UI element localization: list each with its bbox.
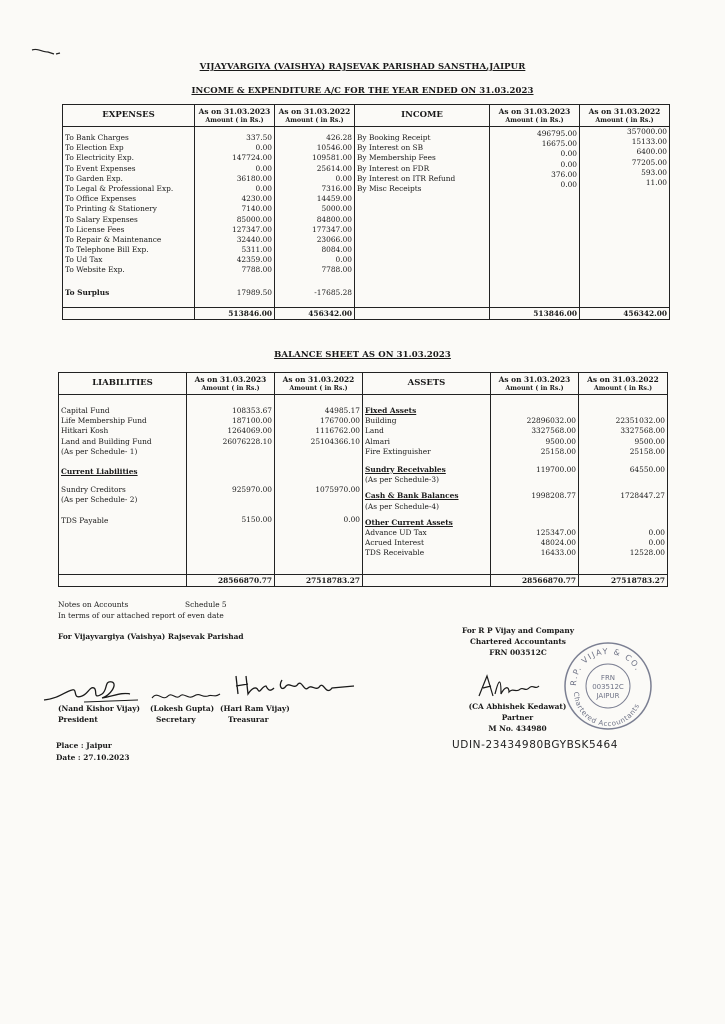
list-item: To Electricity Exp. — [65, 153, 134, 163]
list-item: To Event Expenses — [65, 163, 136, 173]
list-item: By Membership Fees — [357, 153, 436, 163]
asset-2022-values: 22351032.00 3327568.00 9500.00 25158.00 64550.00 1728447.27 0.00 0.00 12528.00 — [579, 395, 668, 575]
list-item: To Garden Exp. — [65, 173, 123, 183]
list-item: By Interest on SB — [357, 143, 424, 153]
surplus-label: To Surplus — [65, 287, 110, 297]
parishad-sign-heading: For Vijayvargiya (Vaishya) Rajsevak Parishad — [58, 632, 244, 641]
liability-labels: Capital Fund Life Membership Fund Hitkari Kosh Land and Building Fund (As per Schedule- 1) Current Liabilities Sundry Creditors (As per Schedule- 2) TDS Payable — [59, 395, 187, 575]
stamp-outer-text: R.P. VIJAY & CO. — [568, 646, 643, 687]
list-item: By Misc Receipts — [357, 183, 422, 193]
asset-total-2023: 28566870.77 — [491, 574, 579, 586]
stamp-frn-number: 003512C — [592, 683, 624, 691]
liability-2023-values: 108353.67 187100.00 1264069.00 26076228.10 925970.00 5150.00 — [187, 395, 275, 575]
treasurer-signature — [232, 672, 362, 702]
list-item: To Salary Expenses — [65, 214, 138, 224]
partner-role: Partner — [501, 713, 534, 722]
cash-bank-heading: Cash & Bank Balances — [365, 491, 459, 501]
income-2023-values: 496795.00 16675.00 0.00 0.00 376.00 0.00 — [490, 127, 580, 308]
assets-header: ASSETS — [363, 373, 491, 395]
assets-2023-header: As on 31.03.2023 Amount ( in Rs.) — [491, 373, 579, 395]
balance-sheet-table — [58, 372, 668, 587]
stamp-bottom-text: Chartered Accountants — [571, 691, 642, 729]
secretary-name: (Lokesh Gupta) — [150, 704, 215, 713]
partner-name: (CA Abhishek Kedawat) — [468, 702, 567, 711]
expenses-2022-header: As on 31.03.2022 Amount ( in Rs.) — [275, 105, 355, 127]
expense-2022-values: 426.28 10546.00 109581.00 25614.00 0.00 7316.00 14459.00 5000.00 84800.00 177347.00 23066.00 8084.00 0.00 7788.00 -17685.28 — [275, 127, 355, 308]
list-item: To Website Exp. — [65, 265, 125, 275]
place-label: Place : Jaipur — [56, 741, 112, 750]
other-current-assets-heading: Other Current Assets — [365, 517, 453, 527]
asset-2023-values: 22896032.00 3327568.00 9500.00 25158.00 119700.00 1998208.77 125347.00 48024.00 16433.00 — [491, 395, 579, 575]
sundry-receivables-heading: Sundry Receivables — [365, 464, 446, 474]
list-item: To Legal & Professional Exp. — [65, 183, 174, 193]
expense-total-2022: 456342.00 — [275, 307, 355, 319]
liabilities-2023-header: As on 31.03.2023 Amount ( in Rs.) — [187, 373, 275, 395]
income-2023-header: As on 31.03.2023 Amount ( in Rs.) — [490, 105, 580, 127]
partner-signature — [475, 672, 545, 702]
income-2022-values: 357000.00 15133.00 6400.00 77205.00 593.00 11.00 — [580, 127, 670, 308]
organization-title: VIJAYVARGIYA (VAISHYA) RAJSEVAK PARISHAD SANSTHA,JAIPUR — [199, 62, 526, 72]
surplus-2022: -17685.28 — [314, 287, 352, 297]
expense-2023-values: 337.50 0.00 147724.00 0.00 36180.00 0.00 4230.00 7140.00 85000.00 127347.00 32440.00 5311.00 42359.00 7788.00 17989.50 — [195, 127, 275, 308]
president-signature — [42, 672, 142, 708]
income-labels — [355, 127, 490, 308]
list-item: To License Fees — [65, 224, 125, 234]
list-item: By Interest on ITR Refund — [357, 173, 456, 183]
list-item: To Telephone Bill Exp. — [65, 245, 149, 255]
income-2022-header: As on 31.03.2022 Amount ( in Rs.) — [580, 105, 670, 127]
schedule-ref: Schedule 5 — [185, 600, 227, 609]
liabilities-2022-header: As on 31.03.2022 Amount ( in Rs.) — [275, 373, 363, 395]
liability-2022-values: 44985.17 176700.00 1116762.00 25104366.10 1075970.00 0.00 — [275, 395, 363, 575]
fixed-assets-heading: Fixed Assets — [365, 406, 417, 415]
terms-text: In terms of our attached report of even date — [58, 611, 224, 620]
income-header: INCOME — [355, 105, 490, 127]
secretary-role: Secretary — [156, 715, 196, 724]
list-item: To Ud Tax — [65, 255, 103, 265]
list-item: To Election Exp — [65, 143, 124, 153]
president-role: President — [58, 715, 98, 724]
treasurer-role: Treasurar — [228, 715, 269, 724]
balance-sheet-title: BALANCE SHEET AS ON 31.03.2023 — [274, 350, 451, 360]
president-name: (Nand Kishor Vijay) — [58, 704, 140, 713]
list-item: To Repair & Maintenance — [65, 234, 162, 244]
membership-number: M No. 434980 — [488, 724, 547, 733]
stamp-city: JAIPUR — [596, 692, 620, 700]
firm-frn: FRN 003512C — [489, 648, 547, 657]
list-item: To Bank Charges — [65, 133, 129, 142]
income-expenditure-title: INCOME & EXPENDITURE A/C FOR THE YEAR ENDED ON 31.03.2023 — [191, 86, 534, 96]
date-label: Date : 27.10.2023 — [56, 753, 130, 762]
firm-name: For R P Vijay and Company — [462, 626, 574, 635]
expenses-2023-header: As on 31.03.2023 Amount ( in Rs.) — [195, 105, 275, 127]
asset-labels: Fixed Assets Building Land Almari Fire Extinguisher Sundry Receivables (As per Schedule-3) Cash & Bank Balances (As per Schedule-4) Other Current Assets Advance UD Tax Acrued Interest TDS Receivable — [363, 395, 491, 575]
income-total-2022: 456342.00 — [580, 307, 670, 319]
income-expenditure-table — [62, 104, 670, 320]
notes-on-accounts: Notes on Accounts — [58, 600, 129, 609]
stamp-frn: FRN — [600, 674, 616, 682]
list-item: To Office Expenses — [65, 194, 137, 204]
firm-stamp — [562, 640, 654, 732]
asset-total-2022: 27518783.27 — [579, 574, 668, 586]
firm-type: Chartered Accountants — [470, 637, 566, 646]
treasurer-name: (Hari Ram Vijay) — [220, 704, 290, 713]
liability-total-2023: 28566870.77 — [187, 574, 275, 586]
udin-handwritten: UDIN-23434980BGYBSK5464 — [452, 739, 619, 751]
liability-total-2022: 27518783.27 — [275, 574, 363, 586]
margin-mark — [30, 44, 62, 58]
expenses-header: EXPENSES — [63, 105, 195, 127]
expense-total-2023: 513846.00 — [195, 307, 275, 319]
secretary-signature — [150, 684, 230, 706]
current-liabilities-heading: Current Liabilities — [61, 466, 138, 476]
list-item: By Interest on FDR — [357, 163, 430, 173]
surplus-2023: 17989.50 — [236, 287, 272, 297]
list-item: By Booking Receipt — [357, 133, 431, 142]
list-item: To Printing & Stationery — [65, 204, 157, 214]
liabilities-header: LIABILITIES — [59, 373, 187, 395]
assets-2022-header: As on 31.03.2022 Amount ( in Rs.) — [579, 373, 668, 395]
income-total-2023: 513846.00 — [490, 307, 580, 319]
expense-labels — [63, 127, 195, 308]
